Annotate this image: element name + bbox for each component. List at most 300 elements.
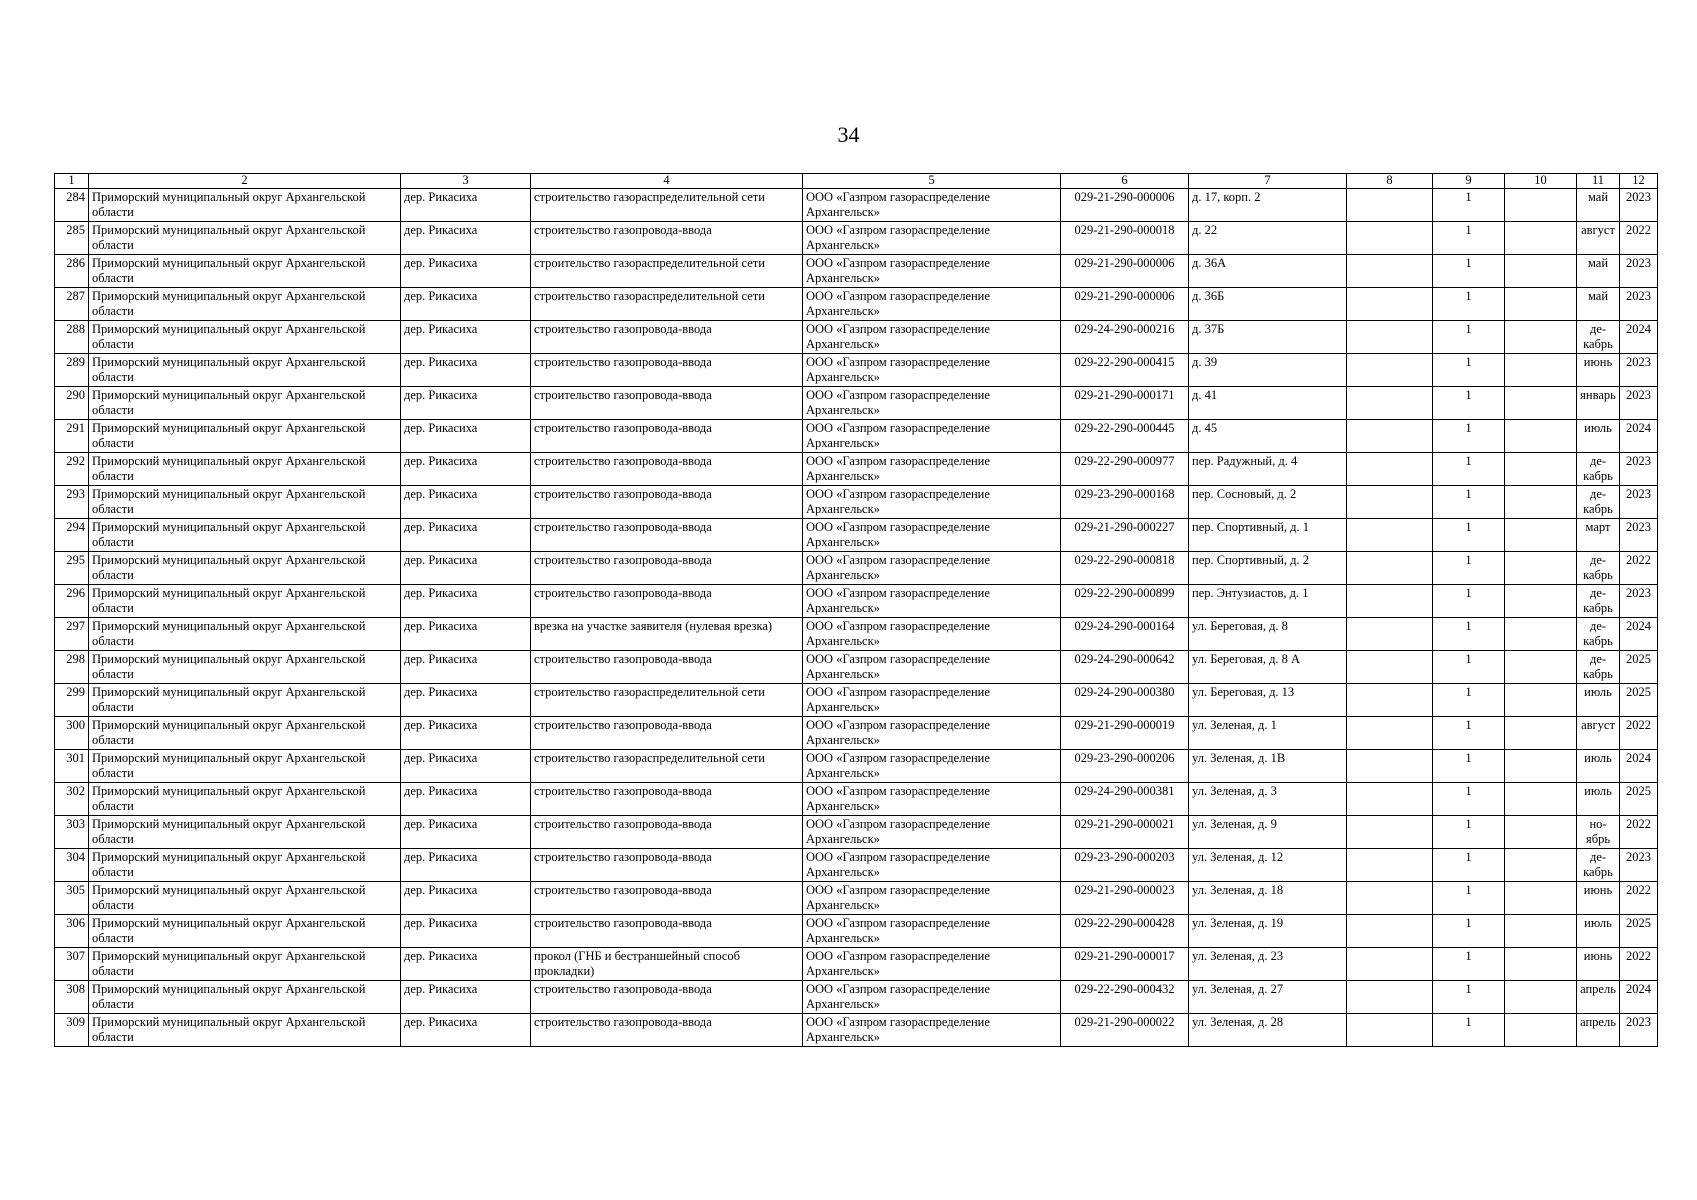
cell-year: 2024 — [1620, 420, 1658, 453]
cell-settlement: дер. Рикасиха — [401, 651, 531, 684]
cell-col-8 — [1347, 1014, 1433, 1047]
cell-municipality: Приморский муниципальный округ Архангельской области — [89, 420, 401, 453]
cell-settlement: дер. Рикасиха — [401, 552, 531, 585]
cell-settlement: дер. Рикасиха — [401, 816, 531, 849]
cell-month: де-кабрь — [1577, 552, 1620, 585]
cell-year: 2024 — [1620, 618, 1658, 651]
cell-work-type: врезка на участке заявителя (нулевая врезка) — [531, 618, 803, 651]
cell-row-number: 298 — [55, 651, 89, 684]
table-row — [55, 420, 1658, 453]
cell-col-8 — [1347, 849, 1433, 882]
cell-row-number: 288 — [55, 321, 89, 354]
cell-application-code: 029-22-290-000899 — [1061, 585, 1189, 618]
cell-organization: ООО «Газпром газораспределение Архангельск» — [803, 981, 1061, 1014]
cell-quantity: 1 — [1433, 750, 1505, 783]
cell-work-type: строительство газопровода-ввода — [531, 882, 803, 915]
cell-col-8 — [1347, 684, 1433, 717]
cell-row-number: 301 — [55, 750, 89, 783]
cell-address: ул. Зеленая, д. 27 — [1189, 981, 1347, 1014]
cell-quantity: 1 — [1433, 552, 1505, 585]
cell-col-10 — [1505, 222, 1577, 255]
cell-address: пер. Радужный, д. 4 — [1189, 453, 1347, 486]
cell-month: июнь — [1577, 354, 1620, 387]
table-row — [55, 387, 1658, 420]
table-row — [55, 552, 1658, 585]
cell-col-8 — [1347, 453, 1433, 486]
cell-municipality: Приморский муниципальный округ Архангельской области — [89, 1014, 401, 1047]
cell-settlement: дер. Рикасиха — [401, 222, 531, 255]
table-row — [55, 981, 1658, 1014]
column-header-1: 1 — [55, 174, 89, 189]
cell-address: ул. Береговая, д. 13 — [1189, 684, 1347, 717]
cell-settlement: дер. Рикасиха — [401, 717, 531, 750]
cell-row-number: 305 — [55, 882, 89, 915]
cell-col-10 — [1505, 387, 1577, 420]
cell-quantity: 1 — [1433, 618, 1505, 651]
cell-municipality: Приморский муниципальный округ Архангельской области — [89, 750, 401, 783]
cell-row-number: 285 — [55, 222, 89, 255]
table-row — [55, 321, 1658, 354]
cell-col-10 — [1505, 717, 1577, 750]
column-header-4: 4 — [531, 174, 803, 189]
cell-quantity: 1 — [1433, 915, 1505, 948]
cell-municipality: Приморский муниципальный округ Архангельской области — [89, 849, 401, 882]
cell-application-code: 029-24-290-000381 — [1061, 783, 1189, 816]
cell-year: 2023 — [1620, 189, 1658, 222]
cell-col-10 — [1505, 915, 1577, 948]
cell-col-8 — [1347, 618, 1433, 651]
cell-col-10 — [1505, 618, 1577, 651]
cell-organization: ООО «Газпром газораспределение Архангельск» — [803, 750, 1061, 783]
cell-col-8 — [1347, 651, 1433, 684]
cell-row-number: 306 — [55, 915, 89, 948]
cell-application-code: 029-21-290-000017 — [1061, 948, 1189, 981]
cell-quantity: 1 — [1433, 420, 1505, 453]
cell-application-code: 029-22-290-000432 — [1061, 981, 1189, 1014]
cell-work-type: строительство газопровода-ввода — [531, 849, 803, 882]
cell-col-10 — [1505, 354, 1577, 387]
cell-quantity: 1 — [1433, 321, 1505, 354]
cell-settlement: дер. Рикасиха — [401, 420, 531, 453]
cell-month: май — [1577, 255, 1620, 288]
cell-col-8 — [1347, 486, 1433, 519]
cell-row-number: 293 — [55, 486, 89, 519]
cell-quantity: 1 — [1433, 948, 1505, 981]
cell-organization: ООО «Газпром газораспределение Архангельск» — [803, 585, 1061, 618]
cell-address: пер. Спортивный, д. 1 — [1189, 519, 1347, 552]
cell-municipality: Приморский муниципальный округ Архангельской области — [89, 783, 401, 816]
cell-address: д. 36А — [1189, 255, 1347, 288]
cell-municipality: Приморский муниципальный округ Архангельской области — [89, 948, 401, 981]
cell-col-10 — [1505, 552, 1577, 585]
cell-application-code: 029-21-290-000022 — [1061, 1014, 1189, 1047]
cell-quantity: 1 — [1433, 387, 1505, 420]
cell-year: 2025 — [1620, 915, 1658, 948]
column-header-5: 5 — [803, 174, 1061, 189]
cell-application-code: 029-21-290-000006 — [1061, 255, 1189, 288]
cell-col-10 — [1505, 288, 1577, 321]
cell-address: ул. Зеленая, д. 1В — [1189, 750, 1347, 783]
cell-settlement: дер. Рикасиха — [401, 585, 531, 618]
cell-application-code: 029-22-290-000445 — [1061, 420, 1189, 453]
column-header-6: 6 — [1061, 174, 1189, 189]
cell-col-8 — [1347, 783, 1433, 816]
cell-municipality: Приморский муниципальный округ Архангельской области — [89, 222, 401, 255]
cell-month: де-кабрь — [1577, 651, 1620, 684]
cell-row-number: 307 — [55, 948, 89, 981]
column-header-2: 2 — [89, 174, 401, 189]
cell-col-8 — [1347, 915, 1433, 948]
cell-col-8 — [1347, 882, 1433, 915]
cell-work-type: строительство газопровода-ввода — [531, 585, 803, 618]
cell-address: ул. Зеленая, д. 9 — [1189, 816, 1347, 849]
cell-row-number: 300 — [55, 717, 89, 750]
cell-work-type: строительство газопровода-ввода — [531, 981, 803, 1014]
cell-work-type: строительство газопровода-ввода — [531, 420, 803, 453]
cell-quantity: 1 — [1433, 288, 1505, 321]
cell-year: 2023 — [1620, 486, 1658, 519]
cell-row-number: 284 — [55, 189, 89, 222]
cell-work-type: строительство газораспределительной сети — [531, 684, 803, 717]
cell-application-code: 029-24-290-000642 — [1061, 651, 1189, 684]
cell-address: д. 45 — [1189, 420, 1347, 453]
cell-work-type: строительство газопровода-ввода — [531, 222, 803, 255]
cell-address: пер. Энтузиастов, д. 1 — [1189, 585, 1347, 618]
cell-year: 2022 — [1620, 948, 1658, 981]
cell-municipality: Приморский муниципальный округ Архангельской области — [89, 552, 401, 585]
cell-row-number: 296 — [55, 585, 89, 618]
cell-quantity: 1 — [1433, 189, 1505, 222]
cell-organization: ООО «Газпром газораспределение Архангельск» — [803, 519, 1061, 552]
cell-quantity: 1 — [1433, 816, 1505, 849]
cell-application-code: 029-21-290-000018 — [1061, 222, 1189, 255]
cell-work-type: строительство газопровода-ввода — [531, 651, 803, 684]
cell-col-8 — [1347, 816, 1433, 849]
column-header-8: 8 — [1347, 174, 1433, 189]
cell-year: 2022 — [1620, 552, 1658, 585]
cell-col-10 — [1505, 981, 1577, 1014]
cell-application-code: 029-21-290-000171 — [1061, 387, 1189, 420]
cell-settlement: дер. Рикасиха — [401, 354, 531, 387]
cell-address: ул. Зеленая, д. 12 — [1189, 849, 1347, 882]
cell-month: июль — [1577, 915, 1620, 948]
table-row — [55, 255, 1658, 288]
cell-col-10 — [1505, 651, 1577, 684]
cell-settlement: дер. Рикасиха — [401, 519, 531, 552]
cell-month: де-кабрь — [1577, 849, 1620, 882]
cell-year: 2023 — [1620, 354, 1658, 387]
cell-quantity: 1 — [1433, 255, 1505, 288]
table-row — [55, 486, 1658, 519]
cell-quantity: 1 — [1433, 684, 1505, 717]
cell-work-type: строительство газораспределительной сети — [531, 189, 803, 222]
cell-work-type: строительство газопровода-ввода — [531, 519, 803, 552]
cell-address: д. 37Б — [1189, 321, 1347, 354]
cell-month: июль — [1577, 420, 1620, 453]
cell-month: де-кабрь — [1577, 618, 1620, 651]
cell-settlement: дер. Рикасиха — [401, 321, 531, 354]
table-row — [55, 618, 1658, 651]
cell-application-code: 029-21-290-000006 — [1061, 189, 1189, 222]
cell-settlement: дер. Рикасиха — [401, 750, 531, 783]
cell-municipality: Приморский муниципальный округ Архангельской области — [89, 585, 401, 618]
cell-application-code: 029-23-290-000203 — [1061, 849, 1189, 882]
cell-organization: ООО «Газпром газораспределение Архангельск» — [803, 651, 1061, 684]
cell-work-type: строительство газопровода-ввода — [531, 783, 803, 816]
cell-month: май — [1577, 189, 1620, 222]
cell-application-code: 029-22-290-000818 — [1061, 552, 1189, 585]
cell-quantity: 1 — [1433, 783, 1505, 816]
column-header-10: 10 — [1505, 174, 1577, 189]
cell-work-type: строительство газопровода-ввода — [531, 717, 803, 750]
cell-municipality: Приморский муниципальный округ Архангельской области — [89, 189, 401, 222]
cell-settlement: дер. Рикасиха — [401, 618, 531, 651]
table-row — [55, 222, 1658, 255]
cell-col-8 — [1347, 948, 1433, 981]
cell-col-8 — [1347, 288, 1433, 321]
cell-row-number: 309 — [55, 1014, 89, 1047]
cell-row-number: 308 — [55, 981, 89, 1014]
table-row — [55, 849, 1658, 882]
cell-organization: ООО «Газпром газораспределение Архангельск» — [803, 717, 1061, 750]
cell-settlement: дер. Рикасиха — [401, 1014, 531, 1047]
column-header-9: 9 — [1433, 174, 1505, 189]
cell-municipality: Приморский муниципальный округ Архангельской области — [89, 717, 401, 750]
cell-col-8 — [1347, 222, 1433, 255]
cell-organization: ООО «Газпром газораспределение Архангельск» — [803, 288, 1061, 321]
cell-month: июнь — [1577, 948, 1620, 981]
cell-municipality: Приморский муниципальный округ Архангельской области — [89, 486, 401, 519]
cell-organization: ООО «Газпром газораспределение Архангельск» — [803, 453, 1061, 486]
cell-col-10 — [1505, 486, 1577, 519]
cell-organization: ООО «Газпром газораспределение Архангельск» — [803, 618, 1061, 651]
cell-settlement: дер. Рикасиха — [401, 882, 531, 915]
cell-organization: ООО «Газпром газораспределение Архангельск» — [803, 387, 1061, 420]
cell-col-10 — [1505, 453, 1577, 486]
cell-quantity: 1 — [1433, 486, 1505, 519]
table-row — [55, 948, 1658, 981]
cell-month: март — [1577, 519, 1620, 552]
cell-year: 2023 — [1620, 387, 1658, 420]
table-row — [55, 684, 1658, 717]
cell-col-10 — [1505, 519, 1577, 552]
cell-settlement: дер. Рикасиха — [401, 783, 531, 816]
table-row — [55, 585, 1658, 618]
cell-row-number: 303 — [55, 816, 89, 849]
cell-organization: ООО «Газпром газораспределение Архангельск» — [803, 486, 1061, 519]
cell-organization: ООО «Газпром газораспределение Архангельск» — [803, 816, 1061, 849]
cell-row-number: 295 — [55, 552, 89, 585]
table-row — [55, 519, 1658, 552]
cell-work-type: прокол (ГНБ и бестраншейный способ прокладки) — [531, 948, 803, 981]
cell-row-number: 299 — [55, 684, 89, 717]
cell-quantity: 1 — [1433, 585, 1505, 618]
cell-work-type: строительство газопровода-ввода — [531, 387, 803, 420]
cell-month: апрель — [1577, 1014, 1620, 1047]
cell-year: 2023 — [1620, 585, 1658, 618]
cell-application-code: 029-21-290-000023 — [1061, 882, 1189, 915]
cell-quantity: 1 — [1433, 981, 1505, 1014]
cell-row-number: 287 — [55, 288, 89, 321]
cell-settlement: дер. Рикасиха — [401, 684, 531, 717]
cell-settlement: дер. Рикасиха — [401, 189, 531, 222]
table-row — [55, 354, 1658, 387]
cell-organization: ООО «Газпром газораспределение Архангельск» — [803, 915, 1061, 948]
cell-year: 2025 — [1620, 783, 1658, 816]
cell-row-number: 297 — [55, 618, 89, 651]
cell-year: 2023 — [1620, 453, 1658, 486]
cell-application-code: 029-21-290-000021 — [1061, 816, 1189, 849]
cell-work-type: строительство газораспределительной сети — [531, 255, 803, 288]
cell-application-code: 029-23-290-000206 — [1061, 750, 1189, 783]
cell-col-10 — [1505, 816, 1577, 849]
cell-organization: ООО «Газпром газораспределение Архангельск» — [803, 783, 1061, 816]
cell-address: ул. Зеленая, д. 23 — [1189, 948, 1347, 981]
cell-address: ул. Зеленая, д. 1 — [1189, 717, 1347, 750]
cell-organization: ООО «Газпром газораспределение Архангельск» — [803, 255, 1061, 288]
cell-month: апрель — [1577, 981, 1620, 1014]
cell-municipality: Приморский муниципальный округ Архангельской области — [89, 354, 401, 387]
cell-year: 2025 — [1620, 651, 1658, 684]
cell-application-code: 029-24-290-000380 — [1061, 684, 1189, 717]
cell-municipality: Приморский муниципальный округ Архангельской области — [89, 816, 401, 849]
cell-work-type: строительство газопровода-ввода — [531, 486, 803, 519]
cell-month: но-ябрь — [1577, 816, 1620, 849]
cell-month: де-кабрь — [1577, 486, 1620, 519]
cell-row-number: 289 — [55, 354, 89, 387]
cell-year: 2024 — [1620, 750, 1658, 783]
cell-work-type: строительство газопровода-ввода — [531, 915, 803, 948]
cell-month: июль — [1577, 684, 1620, 717]
cell-organization: ООО «Газпром газораспределение Архангельск» — [803, 321, 1061, 354]
cell-municipality: Приморский муниципальный округ Архангельской области — [89, 321, 401, 354]
cell-month: январь — [1577, 387, 1620, 420]
cell-row-number: 294 — [55, 519, 89, 552]
cell-month: июнь — [1577, 882, 1620, 915]
cell-row-number: 304 — [55, 849, 89, 882]
cell-col-8 — [1347, 420, 1433, 453]
cell-year: 2024 — [1620, 321, 1658, 354]
cell-application-code: 029-21-290-000019 — [1061, 717, 1189, 750]
cell-col-10 — [1505, 849, 1577, 882]
cell-year: 2023 — [1620, 519, 1658, 552]
cell-work-type: строительство газораспределительной сети — [531, 750, 803, 783]
cell-quantity: 1 — [1433, 519, 1505, 552]
cell-organization: ООО «Газпром газораспределение Архангельск» — [803, 1014, 1061, 1047]
table-row — [55, 651, 1658, 684]
cell-col-8 — [1347, 519, 1433, 552]
cell-address: д. 36Б — [1189, 288, 1347, 321]
column-header-3: 3 — [401, 174, 531, 189]
cell-address: ул. Береговая, д. 8 — [1189, 618, 1347, 651]
table-row — [55, 288, 1658, 321]
cell-organization: ООО «Газпром газораспределение Архангельск» — [803, 948, 1061, 981]
cell-col-10 — [1505, 255, 1577, 288]
cell-month: август — [1577, 222, 1620, 255]
cell-row-number: 302 — [55, 783, 89, 816]
cell-col-8 — [1347, 321, 1433, 354]
page-number: 34 — [837, 122, 860, 147]
cell-col-8 — [1347, 354, 1433, 387]
cell-col-10 — [1505, 1014, 1577, 1047]
cell-row-number: 292 — [55, 453, 89, 486]
cell-application-code: 029-22-290-000428 — [1061, 915, 1189, 948]
cell-year: 2023 — [1620, 288, 1658, 321]
cell-month: июль — [1577, 783, 1620, 816]
table-row — [55, 453, 1658, 486]
cell-settlement: дер. Рикасиха — [401, 387, 531, 420]
cell-address: ул. Зеленая, д. 19 — [1189, 915, 1347, 948]
table-row — [55, 783, 1658, 816]
cell-organization: ООО «Газпром газораспределение Архангельск» — [803, 684, 1061, 717]
cell-quantity: 1 — [1433, 882, 1505, 915]
cell-municipality: Приморский муниципальный округ Архангельской области — [89, 915, 401, 948]
cell-municipality: Приморский муниципальный округ Архангельской области — [89, 618, 401, 651]
cell-address: д. 41 — [1189, 387, 1347, 420]
table-row — [55, 915, 1658, 948]
cell-settlement: дер. Рикасиха — [401, 981, 531, 1014]
cell-year: 2022 — [1620, 882, 1658, 915]
cell-settlement: дер. Рикасиха — [401, 948, 531, 981]
cell-work-type: строительство газопровода-ввода — [531, 552, 803, 585]
register-table — [54, 173, 1658, 1047]
cell-address: ул. Береговая, д. 8 А — [1189, 651, 1347, 684]
cell-month: август — [1577, 717, 1620, 750]
cell-quantity: 1 — [1433, 717, 1505, 750]
cell-col-10 — [1505, 750, 1577, 783]
cell-col-8 — [1347, 387, 1433, 420]
cell-address: д. 17, корп. 2 — [1189, 189, 1347, 222]
cell-year: 2023 — [1620, 255, 1658, 288]
cell-col-10 — [1505, 585, 1577, 618]
cell-organization: ООО «Газпром газораспределение Архангельск» — [803, 189, 1061, 222]
cell-organization: ООО «Газпром газораспределение Архангельск» — [803, 882, 1061, 915]
cell-year: 2023 — [1620, 1014, 1658, 1047]
cell-year: 2022 — [1620, 222, 1658, 255]
cell-work-type: строительство газопровода-ввода — [531, 354, 803, 387]
cell-work-type: строительство газораспределительной сети — [531, 288, 803, 321]
cell-col-8 — [1347, 750, 1433, 783]
table-row — [55, 1014, 1658, 1047]
cell-year: 2022 — [1620, 816, 1658, 849]
header-row — [55, 174, 1658, 189]
cell-col-10 — [1505, 882, 1577, 915]
cell-application-code: 029-22-290-000415 — [1061, 354, 1189, 387]
cell-col-8 — [1347, 981, 1433, 1014]
cell-application-code: 029-24-290-000164 — [1061, 618, 1189, 651]
table-row — [55, 189, 1658, 222]
cell-month: май — [1577, 288, 1620, 321]
cell-quantity: 1 — [1433, 1014, 1505, 1047]
cell-settlement: дер. Рикасиха — [401, 915, 531, 948]
table-row — [55, 717, 1658, 750]
cell-application-code: 029-21-290-000006 — [1061, 288, 1189, 321]
cell-address: д. 39 — [1189, 354, 1347, 387]
cell-row-number: 290 — [55, 387, 89, 420]
cell-address: ул. Зеленая, д. 3 — [1189, 783, 1347, 816]
cell-work-type: строительство газопровода-ввода — [531, 321, 803, 354]
cell-organization: ООО «Газпром газораспределение Архангельск» — [803, 222, 1061, 255]
cell-address: пер. Спортивный, д. 2 — [1189, 552, 1347, 585]
table-row — [55, 816, 1658, 849]
cell-month: де-кабрь — [1577, 321, 1620, 354]
cell-month: де-кабрь — [1577, 585, 1620, 618]
cell-application-code: 029-21-290-000227 — [1061, 519, 1189, 552]
cell-work-type: строительство газопровода-ввода — [531, 816, 803, 849]
cell-application-code: 029-24-290-000216 — [1061, 321, 1189, 354]
cell-settlement: дер. Рикасиха — [401, 255, 531, 288]
table-row — [55, 882, 1658, 915]
